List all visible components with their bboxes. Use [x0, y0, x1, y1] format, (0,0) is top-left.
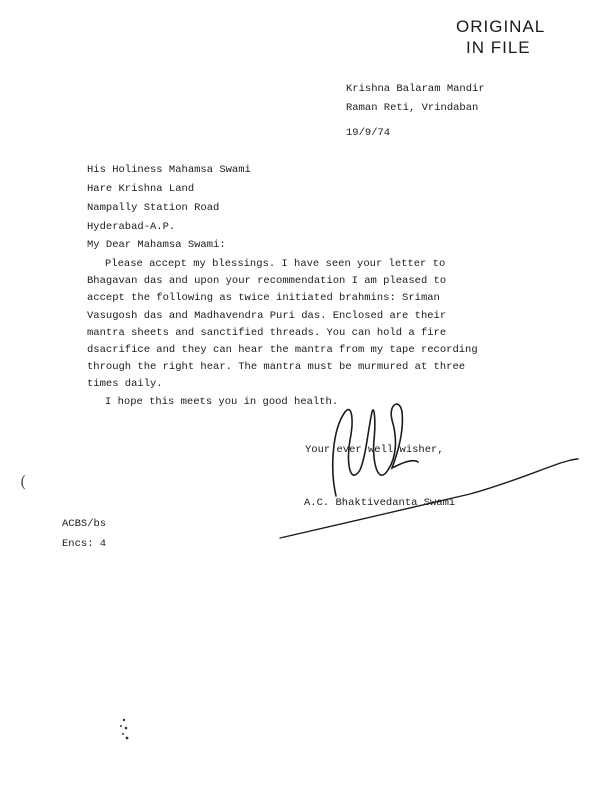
- salutation: My Dear Mahamsa Swami:: [87, 239, 226, 251]
- sender-address-line-2: Raman Reti, Vrindaban: [346, 102, 479, 114]
- letter-date: 19/9/74: [346, 127, 391, 139]
- ink-smudge: [116, 716, 132, 742]
- recipient-address-line-3: Nampally Station Road: [87, 202, 220, 214]
- signature-name: A.C. Bhaktivedanta Swami: [304, 497, 456, 509]
- recipient-name: His Holiness Mahamsa Swami: [87, 164, 251, 176]
- margin-mark: (: [20, 472, 27, 491]
- reference-initials: ACBS/bs: [62, 518, 107, 530]
- body-paragraph-1: Please accept my blessings. I have seen your letter to Bhagavan das and upon your recommendation I am pleased to accept the following as twice initiated brahmins: Sriman Vasugosh das and Madhavendra Puri das. Enclosed are their mantra sheets and sanctified threads. You can hold a fire dsacrifice and they can hear the mantra from my tape recording through the right hear. The mantra must be murmured at three times daily.: [87, 258, 478, 391]
- recipient-address-line-4: Hyderabad-A.P.: [87, 221, 176, 233]
- stamp-line-1: ORIGINAL: [456, 17, 546, 36]
- body-paragraph-2: I hope this meets you in good health.: [105, 395, 339, 408]
- enclosures-count: Encs: 4: [62, 538, 107, 550]
- recipient-address-line-2: Hare Krishna Land: [87, 183, 195, 195]
- stamp-line-2: IN FILE: [466, 38, 531, 57]
- sender-address-line-1: Krishna Balaram Mandir: [346, 83, 485, 95]
- closing-line: Your ever well wisher,: [305, 444, 444, 456]
